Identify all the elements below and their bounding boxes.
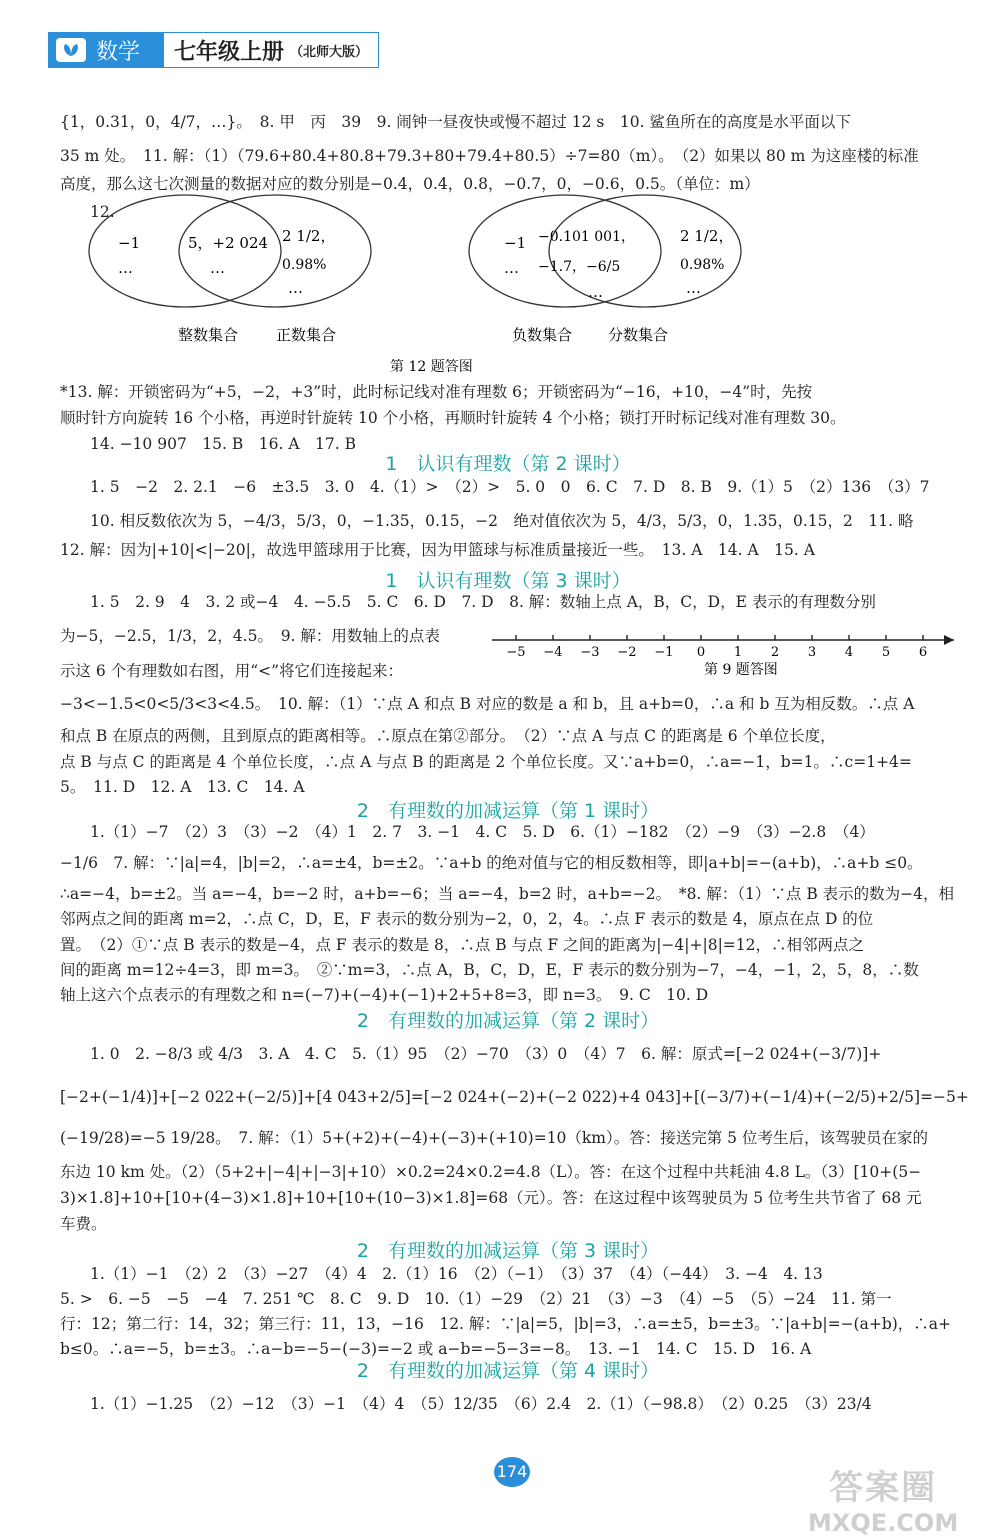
- text-line: 5。 11. D 12. A 13. C 14. A: [60, 778, 305, 796]
- axis-arrow-icon: [944, 635, 954, 645]
- venn-label: 整数集合: [178, 326, 239, 344]
- grade-label: 七年级上册: [174, 39, 285, 65]
- tick-label: −5: [506, 645, 526, 660]
- text-line: 3)×1.8]+10+[10+(4−3)×1.8]+10+[10+(10−3)×1.8]=68（元）。答：在这过程中该驾驶员为 5 位考生共节省了 68 元: [60, 1189, 922, 1207]
- venn-text: …: [504, 259, 519, 277]
- text-line: (−19/28)=−5 19/28。 7. 解：（1）5+(+2)+(−4)+(−3)+(+10)=10（km）。答：接送完第 5 位考生后，该驾驶员在家的: [60, 1129, 928, 1147]
- venn-text: 5，+2 024: [188, 234, 269, 252]
- section-title: 2 有理数的加减运算（第 3 课时）: [356, 1240, 660, 1262]
- section-title: 2 有理数的加减运算（第 2 课时）: [356, 1010, 660, 1032]
- text-line: −3<−1.5<0<5/3<3<4.5。 10. 解：（1）∵点 A 和点 B 对应的数是 a 和 b，且 a+b=0，∴a 和 b 互为相反数。∴点 A: [60, 695, 915, 713]
- watermark: [808, 1460, 958, 1537]
- text-line: 1.（1）−1.25 （2）−12 （3）−1 （4）4 （5）12/35 （6）2.4 2.（1）（−98.8） （2）0.25 （3）23/4: [90, 1395, 872, 1413]
- text-line: 示这 6 个有理数如右图，用“<”将它们连接起来：: [60, 662, 404, 680]
- venn-text: …: [686, 279, 701, 297]
- tick-label: 4: [844, 645, 854, 660]
- text-line: 35 m 处。 11. 解：（1）（79.6+80.4+80.8+79.3+80+79.4+80.5）÷7=80（m）。 （2）如果以 80 m 为这座楼的标准: [60, 147, 919, 165]
- text-line: *13. 解：开锁密码为“+5，−2，+3”时，此时标记线对准有理数 6；开锁密码为“−16，+10，−4”时，先按: [60, 383, 813, 401]
- text-line: 置。 （2）①∵点 B 表示的数是−4，点 F 表示的数是 8，∴点 B 与点 F 之间的距离为|−4|+|8|=12，∴相邻两点之: [60, 936, 865, 954]
- text-line: 12. 解：因为|+10|<|−20|，故选甲篮球用于比赛，因为甲篮球与标准质量接近一些。 13. A 14. A 15. A: [60, 541, 815, 559]
- text-line: −1/6 7. 解：∵|a|=4，|b|=2，∴a=±4，b=±2。∵a+b 的绝对值与它的相反数相等，即|a+b|=−(a+b)，∴a+b ≤0。: [60, 854, 923, 872]
- tick-label: 1: [733, 645, 743, 660]
- tick-label: 6: [918, 645, 928, 660]
- text-line: 轴上这六个点表示的有理数之和 n=(−7)+(−4)+(−1)+2+5+8=3，即 n=3。 9. C 10. D: [60, 986, 709, 1004]
- text-line: b≤0。∴a=−5，b=±3。∴a−b=−5−(−3)=−2 或 a−b=−5−3=−8。 13. −1 14. C 15. D 16. A: [60, 1340, 812, 1358]
- venn-text: …: [588, 283, 603, 301]
- text-line: 邻两点之间的距离 m=2，∴点 C，D，E，F 表示的数分别为−2，0，2，4。∴点 F 表示的数是 4，原点在点 D 的位: [60, 910, 874, 928]
- text-line: 1.（1）−1 （2）2 （3）−27 （4）4 2.（1）16 （2）（−1） （3）37 （4）（−44） 3. −4 4. 13: [90, 1265, 823, 1283]
- text-line: 顺时针方向旋转 16 个小格，再逆时针旋转 10 个小格，再顺时针旋转 4 个小格；锁打开时标记线对准有理数 30。: [60, 409, 846, 427]
- tick-label: 2: [770, 645, 780, 660]
- negative-set-ellipse: [469, 195, 661, 307]
- section-title: 1 认识有理数（第 2 课时）: [385, 453, 631, 475]
- venn-text: −1: [504, 234, 527, 252]
- number-line: [484, 618, 954, 688]
- tick-label: 3: [807, 645, 817, 660]
- venn-text: −1.7，−6/5: [538, 259, 621, 275]
- venn-text: 0.98%: [680, 257, 725, 273]
- text-line: 12.: [90, 203, 115, 221]
- leaf-logo-icon: [56, 38, 86, 62]
- venn-text: −1: [118, 234, 141, 252]
- text-line: 5. > 6. −5 −5 −4 7. 251 ℃ 8. C 9. D 10.（1）−29 （2）21 （3）−3 （4）−5 （5）−24 11. 第一: [60, 1290, 892, 1308]
- watermark-title: 答案圈: [829, 1468, 938, 1508]
- text-line: ∴a=−4，b=±2。当 a=−4，b=−2 时，a+b=−6；当 a=−4，b=2 时，a+b=−2。 *8. 解：（1）∵点 B 表示的数为−4，相: [60, 885, 954, 903]
- venn-text: …: [210, 259, 225, 277]
- text-line: 间的距离 m=12÷4=3，即 m=3。 ②∵m=3，∴点 A，B，C，D，E，F 表示的数分别为−7，−4，−1，2，5，8，∴数: [60, 961, 919, 979]
- text-line: 1. 5 2. 9 4 3. 2 或−4 4. −5.5 5. C 6. D 7. D 8. 解：数轴上点 A，B，C，D，E 表示的有理数分别: [90, 593, 876, 611]
- figure-caption: 第 9 题答图: [704, 662, 778, 678]
- section-title: 2 有理数的加减运算（第 4 课时）: [356, 1360, 660, 1382]
- venn-text: 2 1/2，: [282, 227, 336, 245]
- tick-label: −2: [617, 645, 637, 660]
- text-line: {1，0.31，0，4/7，…}。 8. 甲 丙 39 9. 闹钟一昼夜快或慢不超过 12 s 10. 鲨鱼所在的高度是水平面以下: [60, 113, 851, 131]
- text-line: 高度，那么这七次测量的数据对应的数分别是−0.4，0.4，0.8，−0.7，0，−0.6，0.5。（单位：m）: [60, 175, 760, 193]
- tick-label: −3: [580, 645, 600, 660]
- text-line: 14. −10 907 15. B 16. A 17. B: [90, 435, 357, 453]
- text-line: [−2+(−1/4)]+[−2 022+(−2/5)]+[4 043+2/5]=[−2 024+(−2)+(−2 022)+4 043]+[(−3/7)+(−1/4)+(−2/5)+2/5]=−5+: [60, 1088, 969, 1106]
- subject-label: 数学: [96, 39, 141, 65]
- figure-caption: 第 12 题答图: [390, 359, 473, 375]
- venn-label: 正数集合: [276, 326, 337, 344]
- tick-label: −1: [654, 645, 674, 660]
- text-line: 1.（1）−7 （2）3 （3）−2 （4）1 2. 7 3. −1 4. C 5. D 6.（1）−182 （2）−9 （3）−2.8 （4）: [90, 823, 875, 841]
- subject-tab: [48, 32, 164, 68]
- text-line: 和点 B 在原点的两侧，且到原点的距离相等。∴原点在第②部分。 （2）∵点 A 与点 C 的距离是 6 个单位长度，: [60, 727, 836, 745]
- text-line: 1. 5 −2 2. 2.1 −6 ±3.5 3. 0 4.（1）> （2）> 5. 0 0 6. C 7. D 8. B 9.（1）5 （2）136 （3）7: [90, 478, 930, 496]
- edition-label: （北师大版）: [290, 44, 369, 60]
- fraction-set-ellipse: [549, 195, 741, 307]
- grade-box: [164, 32, 379, 68]
- tick-label: 5: [881, 645, 891, 660]
- watermark-url: MXQE.COM: [808, 1509, 959, 1537]
- page-number: 174: [494, 1457, 530, 1487]
- text-line: 点 B 与点 C 的距离是 4 个单位长度，∴点 A 与点 B 的距离是 2 个单位长度。又∵a+b=0，∴a=−1，b=1。∴c=1+4=: [60, 753, 912, 771]
- venn-text: …: [118, 259, 133, 277]
- venn-text: 0.98%: [282, 257, 327, 273]
- tick-label: −4: [543, 645, 563, 660]
- page-header: [48, 32, 379, 68]
- tick-label: 0: [696, 645, 706, 660]
- text-line: 车费。: [60, 1215, 107, 1233]
- section-title: 2 有理数的加减运算（第 1 课时）: [356, 800, 660, 822]
- venn-text: 2 1/2，: [680, 227, 734, 245]
- text-line: 行：12；第二行：14，32；第三行：11，13，−16 12. 解：∵|a|=5，|b|=3，∴a=±5，b=±3。∵|a+b|=−(a+b)，∴a+: [60, 1315, 952, 1333]
- text-line: 1. 0 2. −8/3 或 4/3 3. A 4. C 5.（1）95 （2）−70 （3）0 （4）7 6. 解：原式=[−2 024+(−3/7)]+: [90, 1045, 882, 1063]
- text-line: 为−5，−2.5，1/3，2，4.5。 9. 解：用数轴上的点表: [60, 627, 440, 645]
- text-line: 10. 相反数依次为 5，−4/3，5/3，0，−1.35，0.15，−2 绝对值依次为 5，4/3，5/3，0，1.35，0.15，2 11. 略: [90, 512, 914, 530]
- venn-text: −0.101 001，: [538, 229, 635, 245]
- venn-label: 分数集合: [608, 326, 669, 344]
- text-line: 东边 10 km 处。（2）（5+2+|−4|+|−3|+10）×0.2=24×0.2=4.8（L）。答：在这个过程中共耗油 4.8 L。（3）[10+(5−: [60, 1163, 922, 1181]
- section-title: 1 认识有理数（第 3 课时）: [385, 570, 631, 592]
- venn-text: …: [288, 279, 303, 297]
- venn-label: 负数集合: [512, 326, 573, 344]
